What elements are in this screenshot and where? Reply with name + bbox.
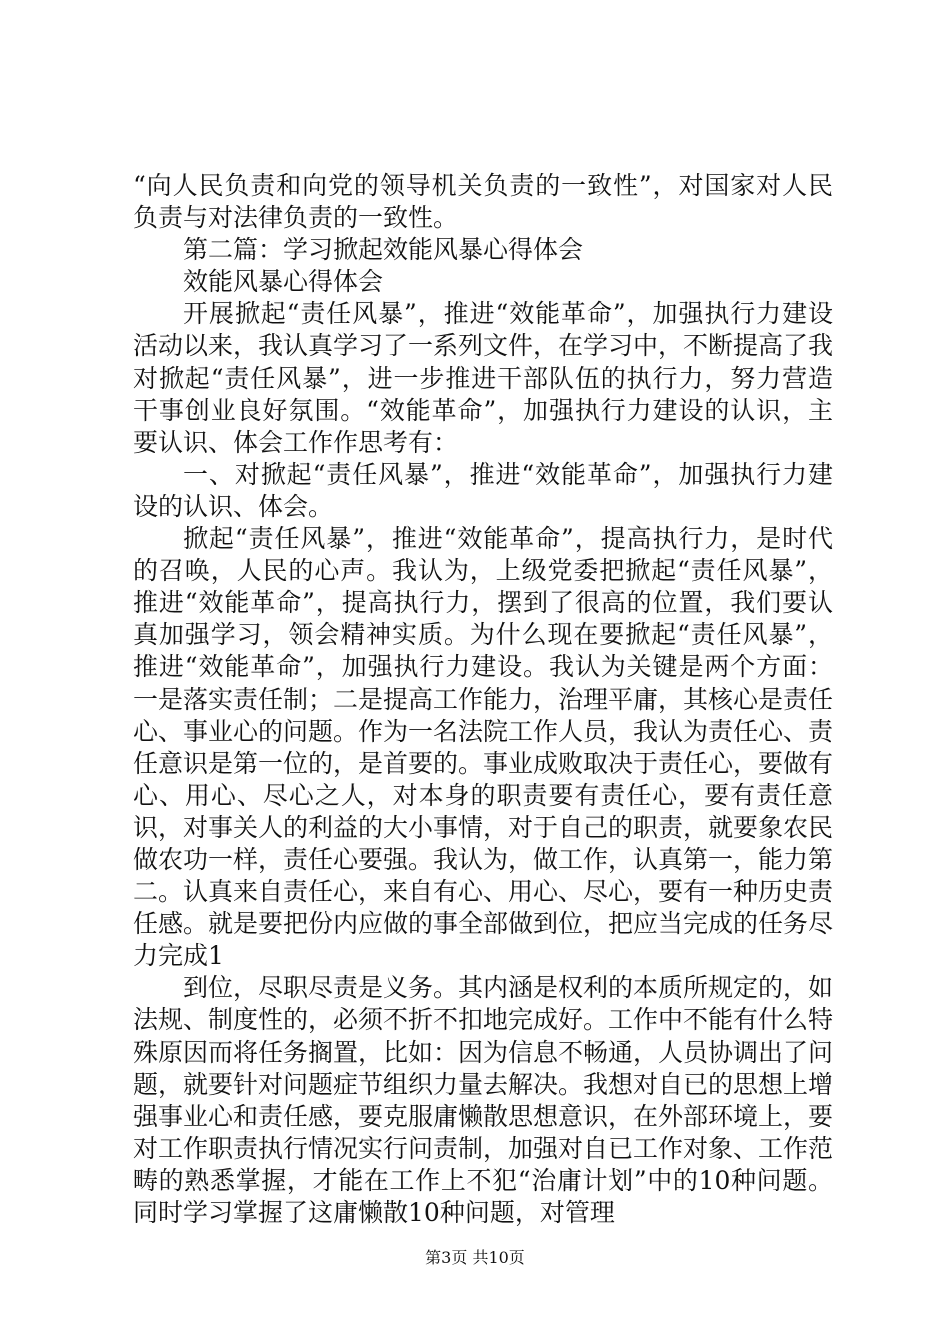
page-number-footer: 第3页 共10页	[425, 1248, 525, 1267]
paragraph-heading-one: 一、对掀起“责任风暴”，推进“效能革命”，加强执行力建设的认识、体会。	[133, 459, 833, 521]
paragraph-intro: 开展掀起“责任风暴”，推进“效能革命”，加强执行力建设活动以来，我认真学习了一系列文件，在学习中，不断提高了我对掀起“责任风暴”，进一步推进干部队伍的执行力，努力营造干事创业良好氛围。“效能革命”，加强执行力建设的认识，主要认识、体会工作作思考有：	[133, 299, 834, 457]
document-body	[133, 170, 833, 1229]
paragraph-continuation: “向人民负责和向党的领导机关负责的一致性”，对国家对人民负责与对法律负责的一致性。	[133, 171, 833, 233]
paragraph-body: 掀起“责任风暴”，推进“效能革命”，提高执行力，是时代的召唤，人民的心声。我认为，上级党委把掀起“责任风暴”，推进“效能革命”，提高执行力，摆到了很高的位置，我们要认真加强学习，领会精神实质。为什么现在要掀起“责任风暴”，推进“效能革命”，加强执行力建设。我认为关键是两个方面：一是落实责任制；二是提高工作能力，治理平庸，其核心是责任心、事业心的问题。作为一名法院工作人员，我认为责任心、责任意识是第一位的，是首要的。事业成败取决于责任心，要做有心、用心、尽心之人，对本身的职责要有责任心，要有责任意识，对事关人的利益的大小事情，对于自己的职责，就要象农民做农功一样，责任心要强。我认为，做工作，认真第一，能力第二。认真来自责任心，来自有心、用心、尽心，要有一种历史责任感。就是要把份内应做的事全部做到位，把应当完成的任务尽力完成1	[133, 524, 834, 971]
section-title: 第二篇：学习掀起效能风暴心得体会	[183, 235, 584, 265]
article-title: 效能风暴心得体会	[183, 267, 384, 297]
paragraph-body-continued: 到位，尽职尽责是义务。其内涵是权利的本质所规定的，如法规、制度性的，必须不折不扣地完成好。工作中不能有什么特殊原因而将任务搁置，比如：因为信息不畅通，人员协调出了问题，就要针对问题症节组织力量去解决。我想对自已的思想上增强事业心和责任感，要克服庸懒散思想意识，在外部环境上，要对工作职责执行情况实行问责制，加强对自已工作对象、工作范畴的熟悉掌握，才能在工作上不犯“治庸计划”中的10种问题。同时学习掌握了这庸懒散10种问题，对管理	[133, 973, 834, 1227]
